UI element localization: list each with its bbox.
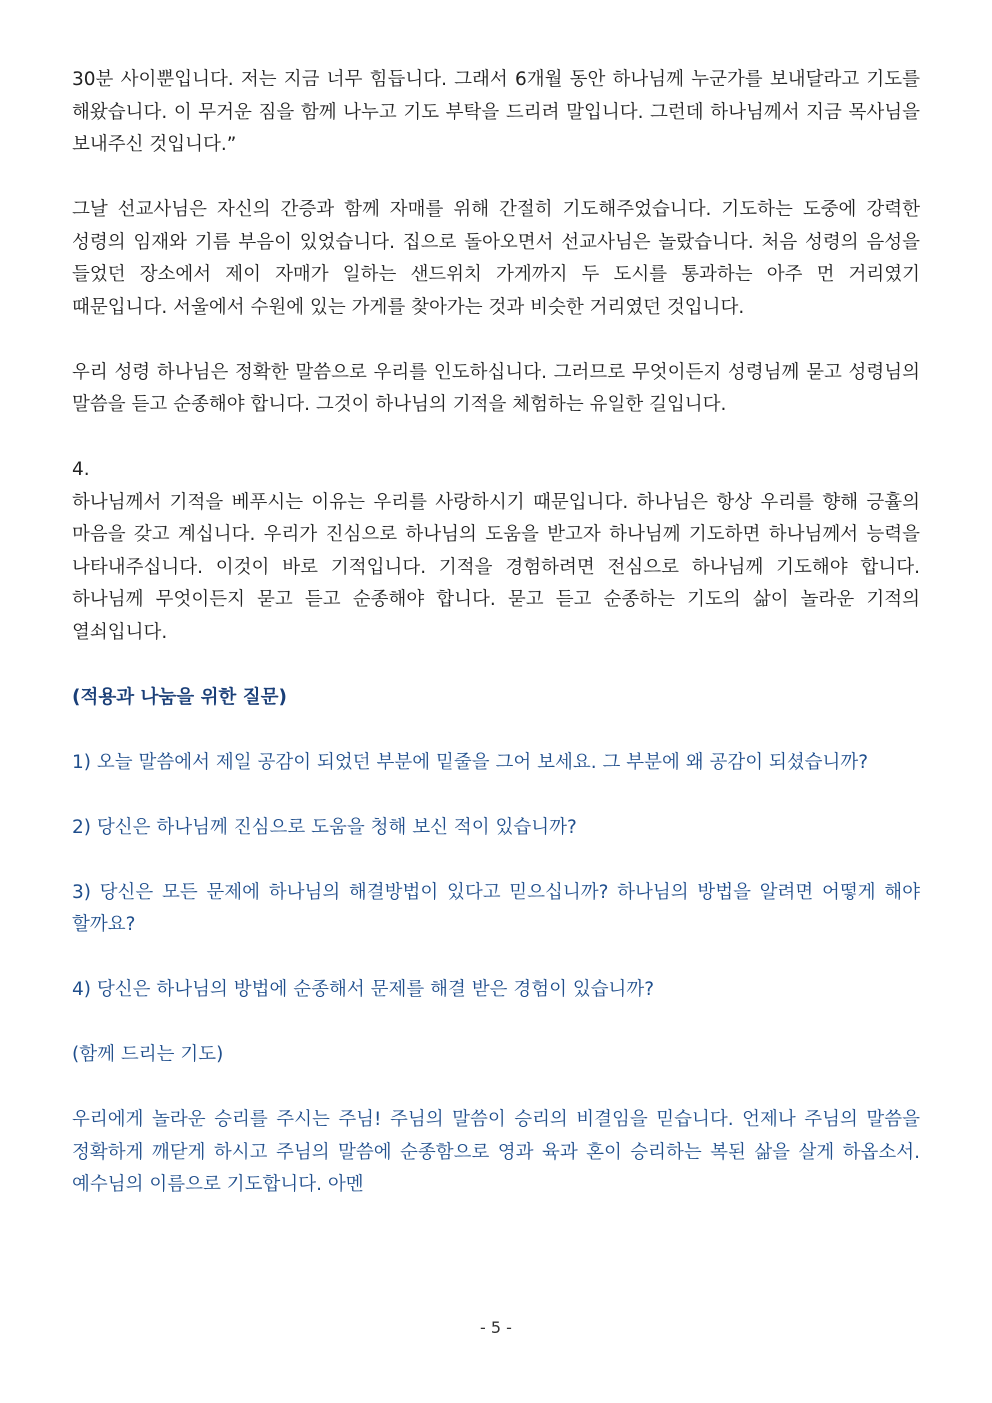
paragraph-gap: [72, 844, 920, 877]
paragraph-gap: [72, 1072, 920, 1105]
questions-heading: (적용과 나눔을 위한 질문): [72, 686, 287, 708]
paragraph-gap: [72, 422, 920, 455]
prayer-text: 우리에게 놀라운 승리를 주시는 주님! 주님의 말씀이 승리의 비결임을 믿습니다. 언제나 주님의 말씀을 정확하게 깨닫게 하시고 주님의 말씀에 순종함으로 영과 육과 혼이 승리하는 복된 삶을 살게 하옵소서. 예수님의 이름으로 기도합니다. 아멘: [72, 1109, 920, 1195]
paragraph-gap: [72, 162, 920, 195]
paragraph-gap: [72, 942, 920, 975]
section-number: 4.: [72, 459, 90, 480]
question-3: 3) 당신은 모든 문제에 하나님의 해결방법이 있다고 믿으십니까? 하나님의 방법을 알려면 어떻게 해야 할까요?: [72, 881, 920, 935]
paragraph-gap: [72, 714, 920, 747]
paragraph-gap: [72, 779, 920, 812]
question-2: 2) 당신은 하나님께 진심으로 도움을 청해 보신 적이 있습니까?: [72, 816, 577, 838]
paragraph-gap: [72, 324, 920, 357]
document-page: [72, 64, 920, 1202]
paragraph-testimony-end: 30분 사이뿐입니다. 저는 지금 너무 힘듭니다. 그래서 6개월 동안 하나님께 누군가를 보내달라고 기도를 해왔습니다. 이 무거운 짐을 함께 나누고 기도 부탁을 드리려 말입니다. 그런데 하나님께서 지금 목사님을 보내주신 것입니다.”: [72, 69, 920, 155]
paragraph-holy-spirit-guidance: 우리 성령 하나님은 정확한 말씀으로 우리를 인도하십니다. 그러므로 무엇이든지 성령님께 묻고 성령님의 말씀을 듣고 순종해야 합니다. 그것이 하나님의 기적을 체험하는 유일한 길입니다.: [72, 361, 920, 415]
paragraph-gap: [72, 1007, 920, 1040]
paragraph-reason-for-miracles: 하나님께서 기적을 베푸시는 이유는 우리를 사랑하시기 때문입니다. 하나님은 항상 우리를 향해 긍휼의 마음을 갖고 계십니다. 우리가 진심으로 하나님의 도움을 받고자 하나님께 기도하면 하나님께서 능력을 나타내주십니다. 이것이 바로 기적입니다. 기적을 경험하려면 전심으로 하나님께 기도해야 합니다. 하나님께 무엇이든지 묻고 듣고 순종해야 합니다. 묻고 듣고 순종하는 기도의 삶이 놀라운 기적의 열쇠입니다.: [72, 491, 920, 643]
paragraph-missionary-prayer: 그날 선교사님은 자신의 간증과 함께 자매를 위해 간절히 기도해주었습니다. 기도하는 도중에 강력한 성령의 임재와 기름 부음이 있었습니다. 집으로 돌아오면서 선교사님은 놀랐습니다. 처음 성령의 음성을 들었던 장소에서 제이 자매가 일하는 샌드위치 가게까지 두 도시를 통과하는 아주 먼 거리였기 때문입니다. 서울에서 수원에 있는 가게를 찾아가는 것과 비슷한 거리였던 것입니다.: [72, 199, 920, 318]
question-4: 4) 당신은 하나님의 방법에 순종해서 문제를 해결 받은 경험이 있습니까?: [72, 979, 655, 1000]
prayer-heading: (함께 드리는 기도): [72, 1044, 224, 1065]
page-number: - 5 -: [480, 1318, 512, 1337]
paragraph-gap: [72, 649, 920, 682]
question-1: 1) 오늘 말씀에서 제일 공감이 되었던 부분에 밑줄을 그어 보세요. 그 부분에 왜 공감이 되셨습니까?: [72, 751, 869, 773]
